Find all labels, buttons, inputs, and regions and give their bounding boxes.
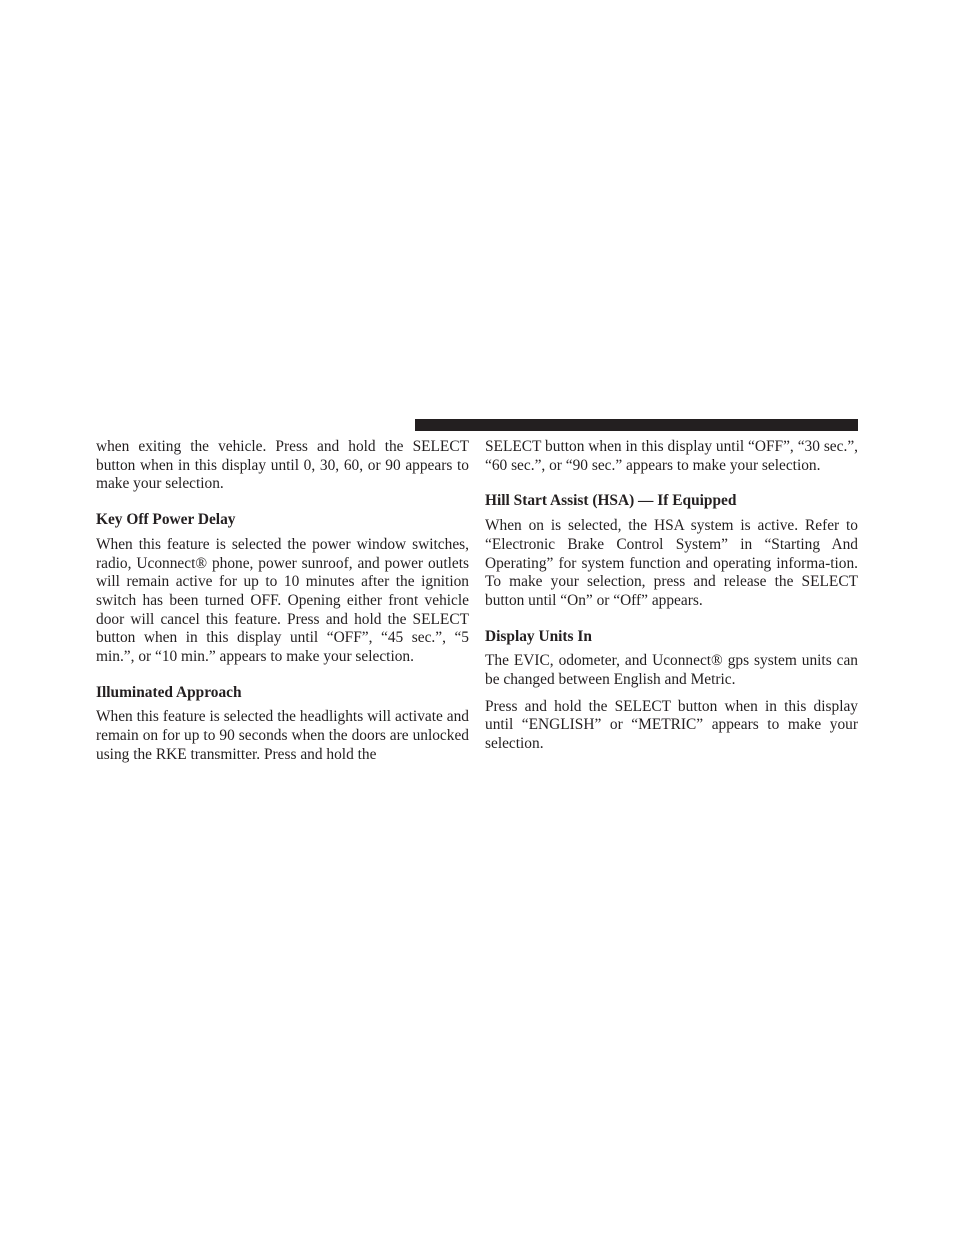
heading-hill-start-assist: Hill Start Assist (HSA) — If Equipped [485, 492, 737, 510]
heading-display-units-in: Display Units In [485, 627, 592, 645]
display-units-paragraph-1: The EVIC, odometer, and Uconnect® gps system units can be changed between English and Metric. [485, 652, 858, 689]
right-intro-paragraph: SELECT button when in this display until “OFF”, “30 sec.”, “60 sec.”, or “90 sec.” appears to make your selection. [485, 438, 858, 474]
left-intro-paragraph: when exiting the vehicle. Press and hold the SELECT button when in this display until 0, 30, 60, or 90 appears to make your selection. [96, 438, 469, 493]
illuminated-approach-paragraph: When this feature is selected the headlights will activate and remain on for up to 90 seconds when the doors are unlocked using the RKE transmitter. Press and hold the [96, 708, 469, 763]
header-bar [415, 419, 858, 431]
left-column [96, 438, 469, 773]
heading-illuminated-approach: Illuminated Approach [96, 683, 242, 701]
right-column [485, 438, 858, 762]
key-off-power-delay-paragraph: When this feature is selected the power window switches, radio, Uconnect® phone, power sunroof, and power outlets will remain active for up to 10 minutes after the ignition switch has been turned OFF. Opening either front vehicle door will cancel this feature. Press and hold the SELECT button when in this display until “OFF”, “45 sec.”, “5 min.”, or “10 min.” appears to make your selection. [96, 535, 469, 666]
heading-key-off-power-delay: Key Off Power Delay [96, 511, 236, 529]
hill-start-assist-paragraph: When on is selected, the HSA system is active. Refer to “Electronic Brake Control System” in “Starting And Operating” for system function and operating informa-tion. To make your selection, press and release the SELECT button until “On” or “Off” appears. [485, 517, 858, 609]
display-units-paragraph-2: Press and hold the SELECT button when in this display until “ENGLISH” or “METRIC” appears to make your selection. [485, 697, 858, 753]
